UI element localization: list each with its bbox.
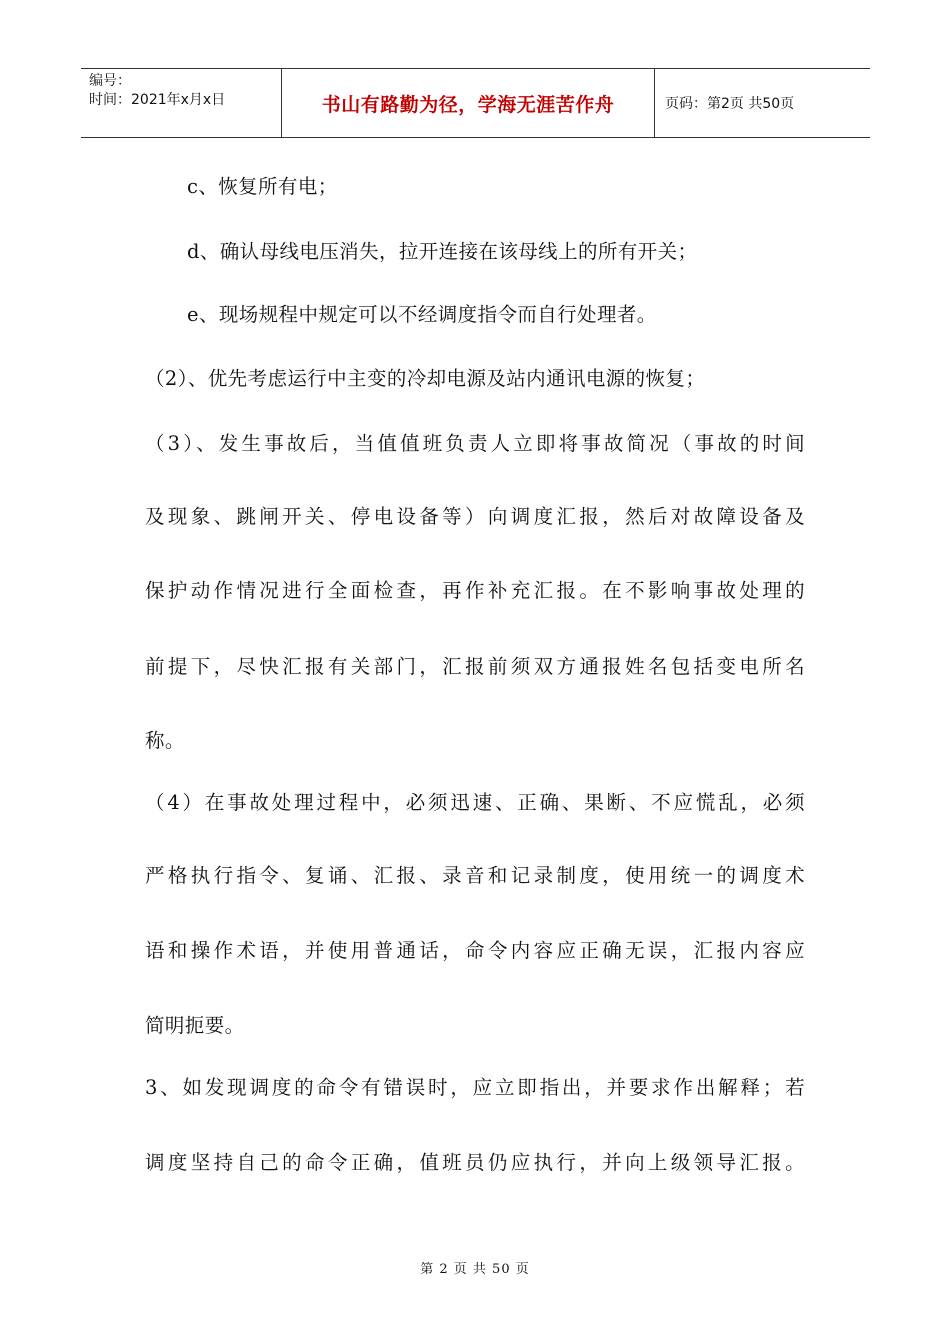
body-line-item3-1: （3）、发生事故后，当值值班负责人立即将事故简况（事故的时间 bbox=[145, 432, 805, 455]
body-line-item4-1: （4）在事故处理过程中，必须迅速、正确、果断、不应慌乱，必须 bbox=[145, 791, 805, 814]
serial-number-label: 编号： bbox=[89, 73, 131, 89]
body-line-item3-2: 及现象、跳闸开关、停电设备等）向调度汇报，然后对故障设备及 bbox=[145, 505, 805, 528]
date-label: 时间：2021年x月x日 bbox=[89, 92, 226, 108]
body-line-item3-4: 前提下，尽快汇报有关部门，汇报前须双方通报姓名包括变电所名 bbox=[145, 655, 805, 678]
body-line-item3-5: 称。 bbox=[145, 729, 185, 752]
body-line-item-3-1: 3、如发现调度的命令有错误时，应立即指出，并要求作出解释；若 bbox=[145, 1076, 805, 1099]
body-line-c: c、恢复所有电； bbox=[187, 175, 338, 198]
body-line-item4-4: 简明扼要。 bbox=[145, 1014, 245, 1037]
body-line-item4-3: 语和操作术语，并使用普通话，命令内容应正确无误，汇报内容应 bbox=[145, 939, 805, 962]
body-line-item3-3: 保护动作情况进行全面检查，再作补充汇报。在不影响事故处理的 bbox=[145, 579, 805, 602]
header-motto: 书山有路勤为径，学海无涯苦作舟 bbox=[282, 69, 655, 137]
body-line-d: d、确认母线电压消失，拉开连接在该母线上的所有开关； bbox=[187, 240, 698, 263]
document-header bbox=[81, 68, 870, 138]
body-line-item2: （2）、优先考虑运行中主变的冷却电源及站内通讯电源的恢复； bbox=[145, 367, 706, 390]
body-line-e: e、现场规程中规定可以不经调度指令而自行处理者。 bbox=[187, 303, 657, 326]
body-line-item4-2: 严格执行指令、复诵、汇报、录音和记录制度，使用统一的调度术 bbox=[145, 864, 805, 887]
header-page-info: 页码：第2页 共50页 bbox=[665, 96, 795, 112]
page-footer: 第 2 页 共 50 页 bbox=[420, 1262, 530, 1277]
header-meta-cell bbox=[81, 69, 282, 137]
body-line-item-3-2: 调度坚持自己的命令正确，值班员仍应执行，并向上级领导汇报。 bbox=[145, 1151, 805, 1174]
